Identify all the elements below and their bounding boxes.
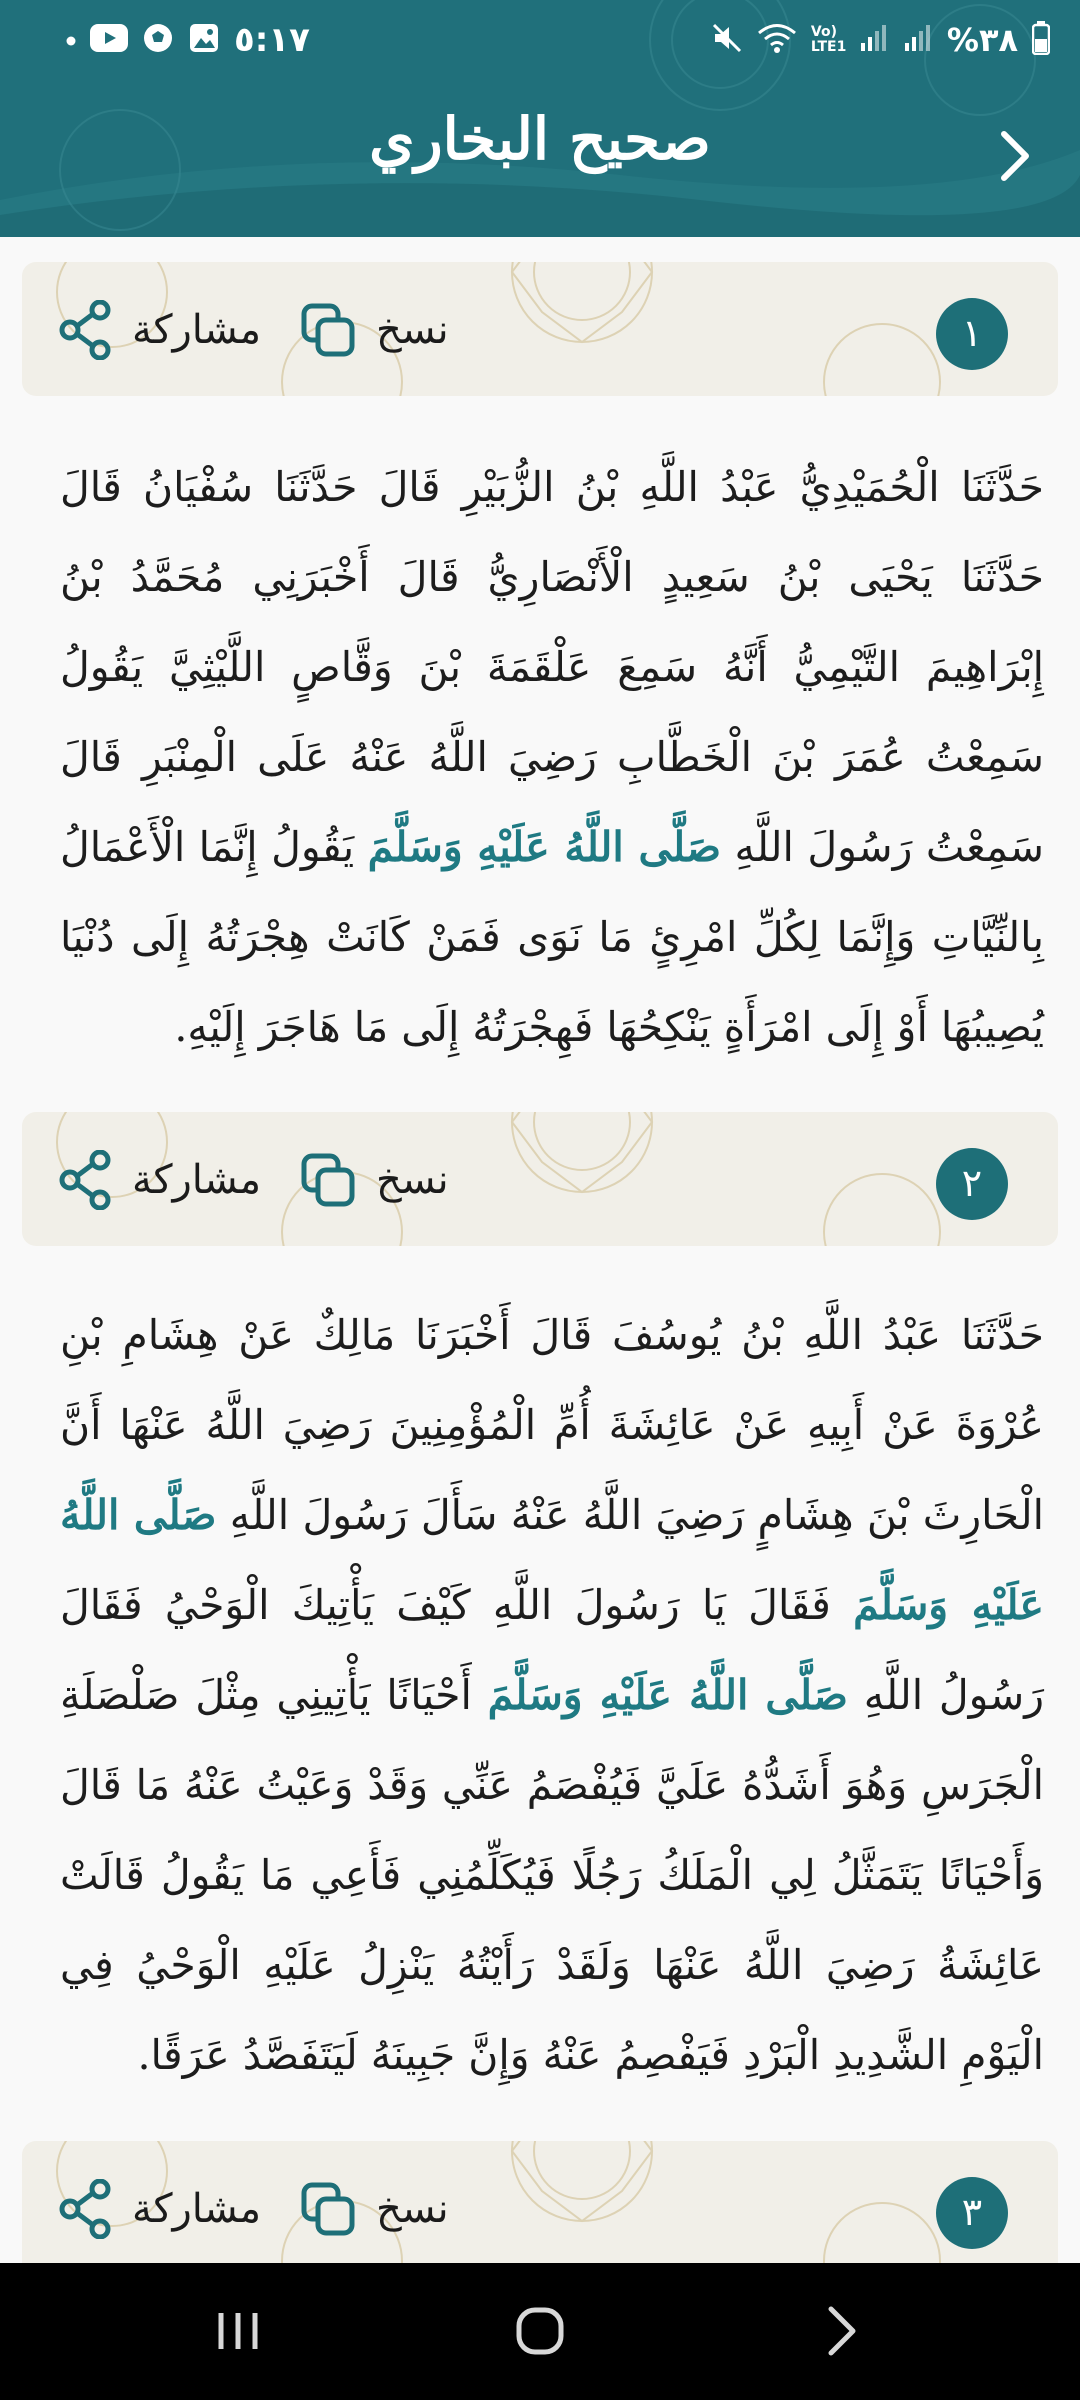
battery-icon [1032, 21, 1050, 59]
copy-label: نسخ [376, 307, 449, 353]
volte-label: Vo) LTE1 [810, 24, 847, 55]
hadith-text-part: فَقَالَ يَا رَسُولَ اللَّهِ كَيْفَ يَأْتِيكَ الْوَحْيُ فَقَالَ رَسُولُ اللَّهِ [60, 1581, 1044, 1719]
copy-icon [298, 2179, 358, 2239]
salutation-highlight: صَلَّى اللَّهُ عَلَيْهِ وَسَلَّمَ [367, 823, 722, 871]
hadith-text-part: حَدَّثَنَا الْحُمَيْدِيُّ عَبْدُ اللَّهِ بْنُ الزُّبَيْرِ قَالَ حَدَّثَنَا سُفْيَانُ قَالَ حَدَّثَنَا يَحْيَى بْنُ سَعِيدٍ الْأَنْصَارِيُّ قَالَ أَخْبَرَنِي مُحَمَّدُ بْنُ إِبْرَاهِيمَ التَّيْمِيُّ أَنَّهُ سَمِعَ عَلْقَمَةَ بْنَ وَقَّاصٍ اللَّيْثِيَّ يَقُولُ سَمِعْتُ عُمَرَ بْنَ الْخَطَّابِ رَضِيَ اللَّهُ عَنْهُ عَلَى الْمِنْبَرِ قَالَ سَمِعْتُ رَسُولَ اللَّهِ [60, 463, 1044, 871]
copy-icon [298, 1150, 358, 1210]
football-icon [142, 22, 174, 58]
back-button[interactable] [984, 126, 1044, 186]
copy-label: نسخ [376, 2186, 449, 2232]
recent-apps-icon [203, 2299, 273, 2363]
wifi-icon [757, 22, 797, 58]
copy-button[interactable] [298, 298, 449, 362]
share-button[interactable] [58, 1148, 261, 1212]
share-button[interactable] [58, 298, 261, 362]
hadith-card-header [22, 262, 1058, 396]
signal-icon [903, 23, 933, 57]
hadith-text-part: أَحْيَانًا يَأْتِينِي مِثْلَ صَلْصَلَةِ الْجَرَسِ وَهُوَ أَشَدُّهُ عَلَيَّ فَيُفْصَمُ عَنِّي وَقَدْ وَعَيْتُ عَنْهُ مَا قَالَ وَأَحْيَانًا يَتَمَثَّلُ لِي الْمَلَكُ رَجُلًا فَيُكَلِّمُنِي فَأَعِي مَا يَقُولُ قَالَتْ عَائِشَةُ رَضِيَ اللَّهُ عَنْهَا وَلَقَدْ رَأَيْتُهُ يَنْزِلُ عَلَيْهِ الْوَحْيُ فِي الْيَوْمِ الشَّدِيدِ الْبَرْدِ فَيَفْصِمُ عَنْهُ وَإِنَّ جَبِينَهُ لَيَتَفَصَّدُ عَرَقًا. [60, 1671, 1044, 2079]
signal-icon-2 [859, 23, 889, 57]
share-label: مشاركة [132, 2186, 262, 2232]
copy-label: نسخ [376, 1157, 449, 1203]
salutation-highlight: صَلَّى اللَّهُ عَلَيْهِ وَسَلَّمَ [487, 1671, 848, 1719]
hadith-number-badge: ٢ [936, 1148, 1008, 1220]
chevron-right-icon [806, 2299, 876, 2363]
hadith-card-header [22, 1112, 1058, 1246]
copy-button[interactable] [298, 2177, 449, 2241]
notification-dot-icon [66, 31, 76, 50]
youtube-icon [90, 24, 128, 56]
share-label: مشاركة [132, 1157, 262, 1203]
status-left [711, 18, 1050, 62]
share-button[interactable] [58, 2177, 261, 2241]
status-time: ٥:١٧ [234, 20, 310, 60]
hadith-text [60, 442, 1044, 1072]
hadith-card-header [22, 2141, 1058, 2263]
recent-apps-button[interactable] [203, 2299, 273, 2363]
home-button[interactable] [505, 2299, 575, 2363]
copy-icon [298, 300, 358, 360]
status-bar [0, 0, 1080, 80]
page-title: صحيح البخاري [369, 105, 711, 173]
hadith-number-badge: ٣ [936, 2177, 1008, 2249]
status-right [66, 18, 310, 62]
hadith-number-badge: ١ [936, 298, 1008, 370]
chevron-right-icon [984, 126, 1044, 186]
hadith-text [60, 1290, 1044, 2100]
home-icon [505, 2299, 575, 2363]
copy-button[interactable] [298, 1148, 449, 1212]
salutation-highlight: صَلَّى اللَّهُ عَلَيْهِ وَسَلَّمَ [60, 1491, 1044, 1629]
share-icon [58, 2179, 114, 2239]
share-icon [58, 1150, 114, 1210]
battery-percent: %٣٨ [946, 21, 1018, 59]
back-nav-button[interactable] [806, 2299, 876, 2363]
hadith-text-part: حَدَّثَنَا عَبْدُ اللَّهِ بْنُ يُوسُفَ قَالَ أَخْبَرَنَا مَالِكٌ عَنْ هِشَامِ بْنِ عُرْوَةَ عَنْ أَبِيهِ عَنْ عَائِشَةَ أُمِّ الْمُؤْمِنِينَ رَضِيَ اللَّهُ عَنْهَا أَنَّ الْحَارِثَ بْنَ هِشَامٍ رَضِيَ اللَّهُ عَنْهُ سَأَلَ رَسُولَ اللَّهِ [60, 1311, 1044, 1539]
app-header [0, 0, 1080, 237]
gallery-icon [188, 22, 220, 58]
share-label: مشاركة [132, 307, 262, 353]
mute-icon [711, 22, 743, 58]
system-navigation-bar [0, 2263, 1080, 2400]
share-icon [58, 300, 114, 360]
hadith-text-part: يَقُولُ إِنَّمَا الْأَعْمَالُ بِالنِّيَّاتِ وَإِنَّمَا لِكُلِّ امْرِئٍ مَا نَوَى فَمَنْ كَانَتْ هِجْرَتُهُ إِلَى دُنْيَا يُصِيبُهَا أَوْ إِلَى امْرَأَةٍ يَنْكِحُهَا فَهِجْرَتُهُ إِلَى مَا هَاجَرَ إِلَيْهِ. [60, 823, 1044, 1051]
